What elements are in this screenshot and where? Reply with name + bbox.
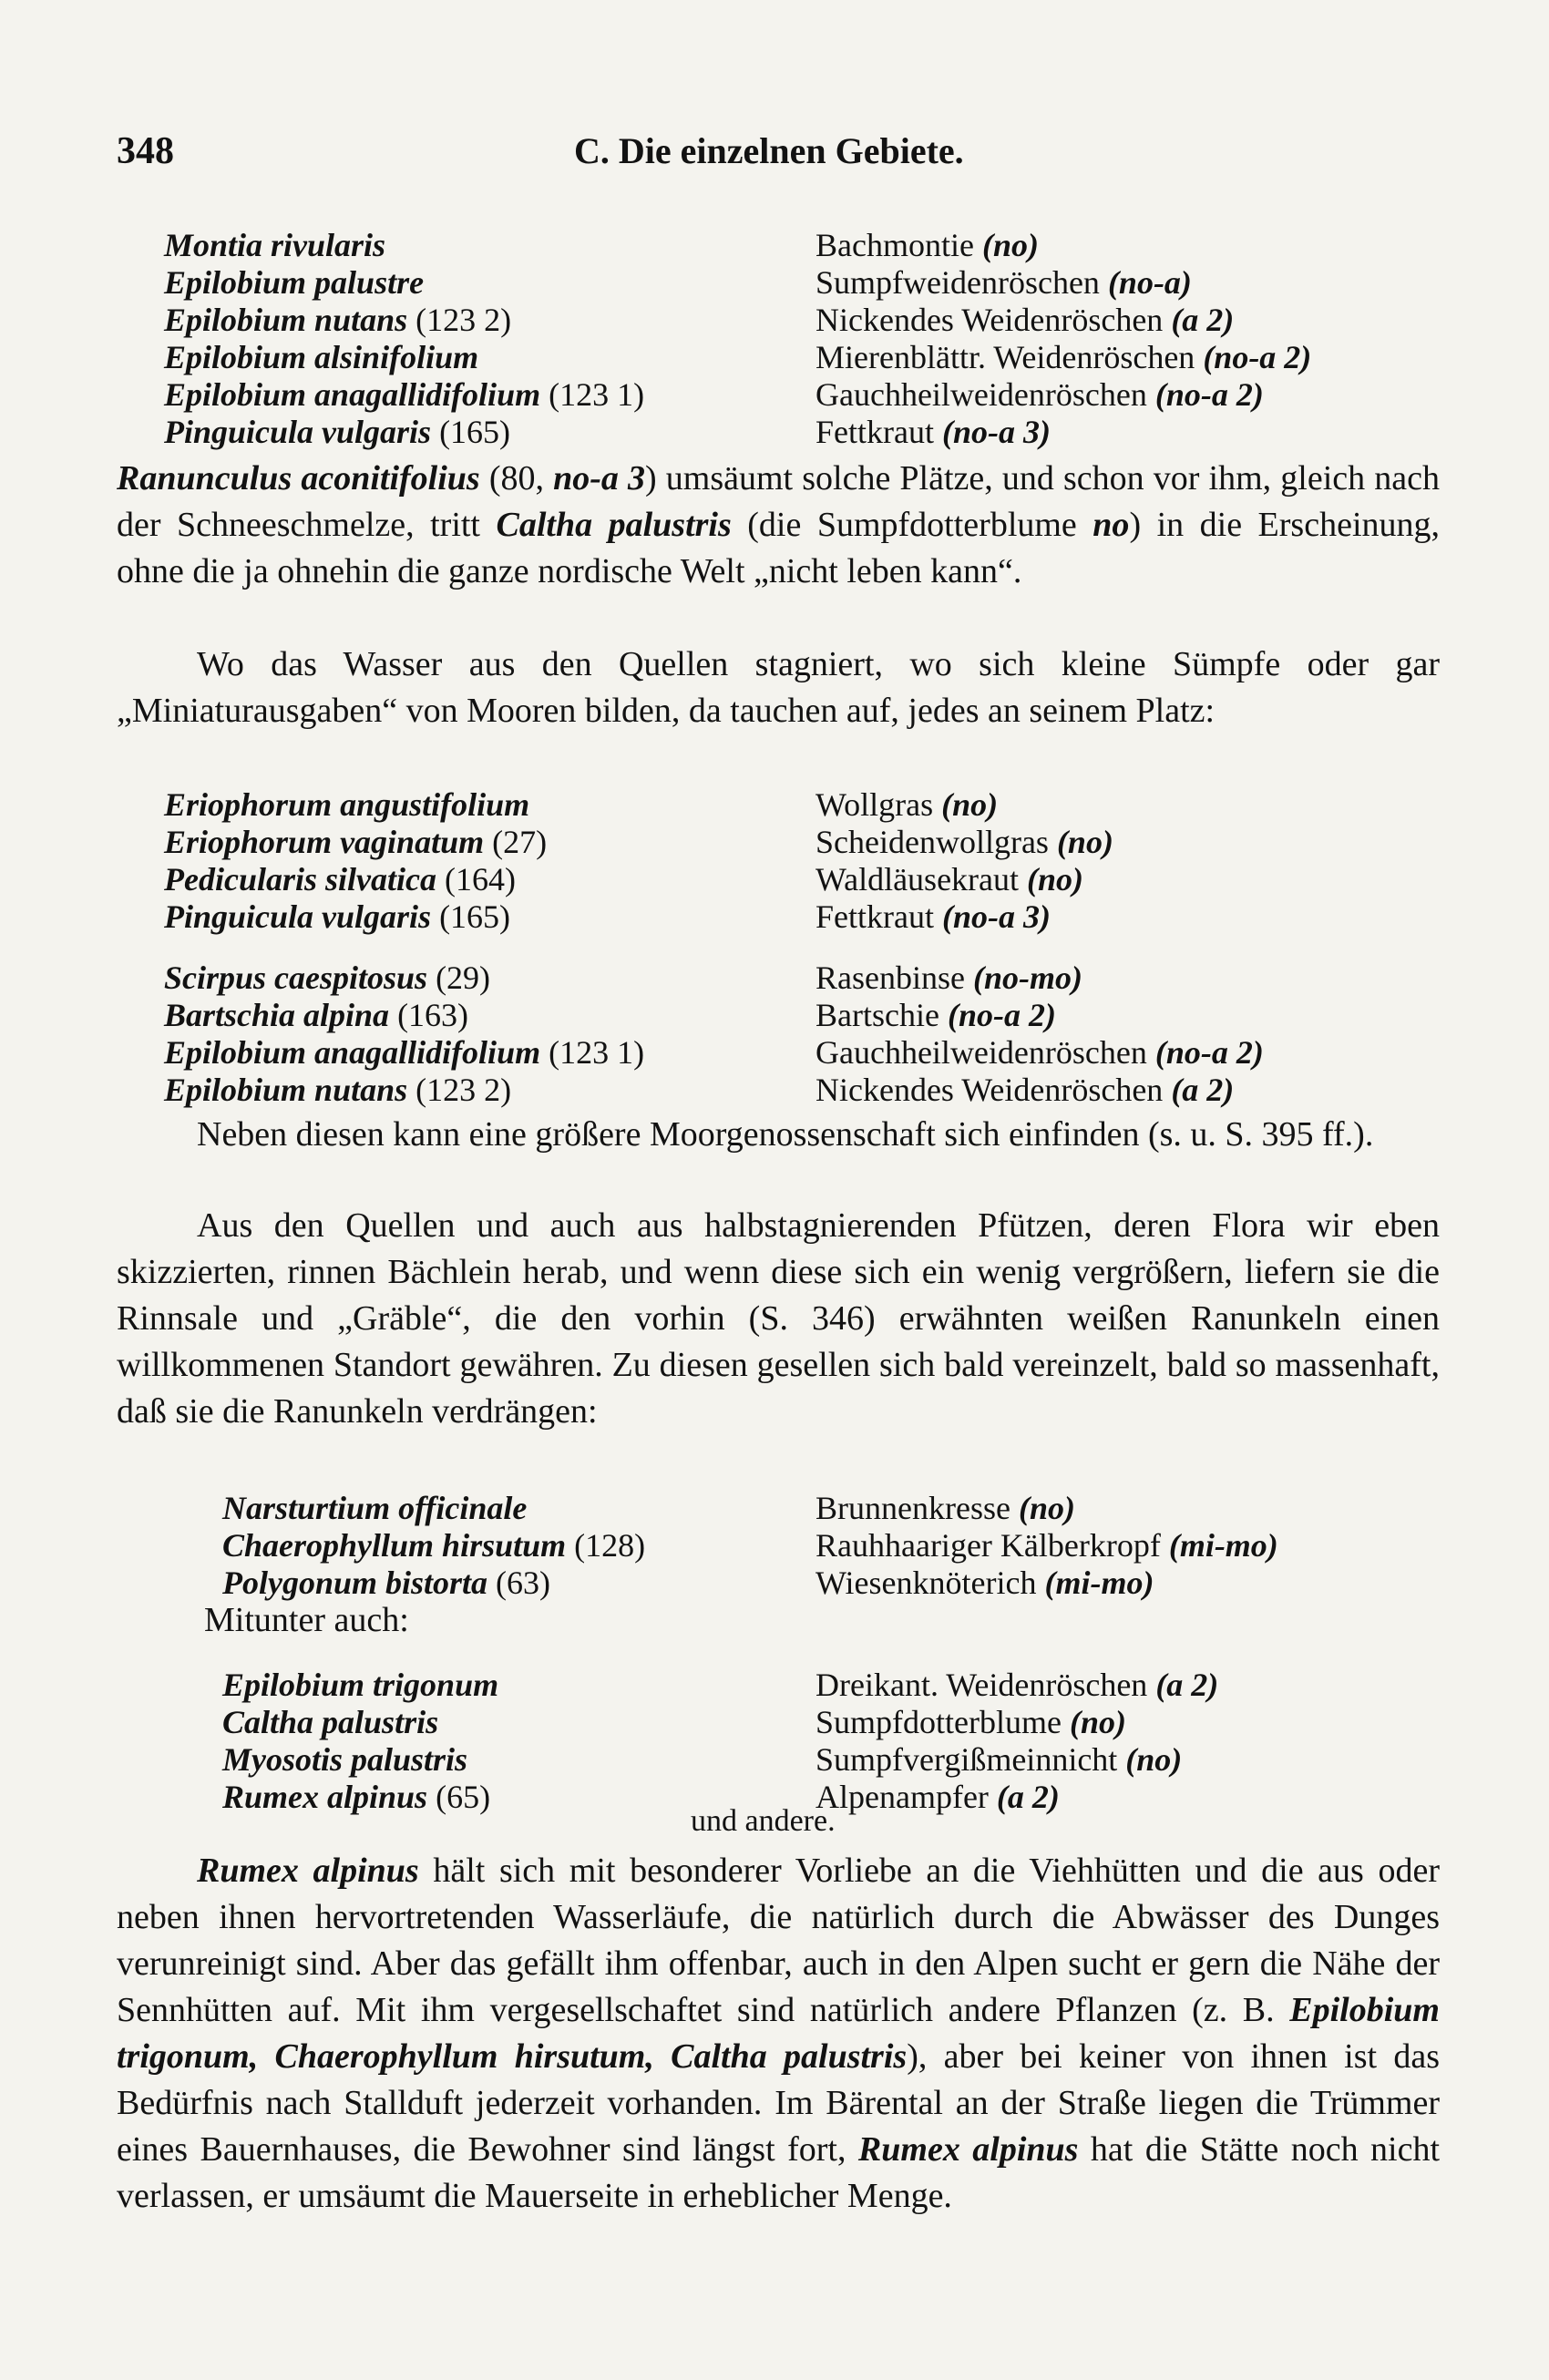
- paragraph-3: Neben diesen kann eine größere Moorgenossenschaft sich einfinden (s. u. S. 395 ff.).: [197, 1115, 1374, 1154]
- running-header: [117, 129, 1438, 175]
- list-item: Myosotis palustris Sumpfvergißmeinnicht (no): [222, 1741, 1183, 1778]
- paragraph-5: Rumex alpinus hält sich mit besonderer Vorliebe an die Viehhütten und die aus oder neben ihnen hervortretenden Wasserläufe, die natürlich durch die Abwässer des Dunges verunreinigt sind. Aber das gefällt ihm offenbar, auch in den Alpen sucht er gern die Nähe der Sennhütten auf. Mit ihm vergesellschaftet sind natürlich andere Pflanzen (z. B. Epilobium trigonum, Chaerophyllum hirsutum, Caltha palustris), aber bei keiner von ihnen ist das Bedürfnis nach Stallduft jederzeit vorhanden. Im Bärental an der Straße liegen die Trümmer eines Bauernhauses, die Bewohner sind längst fort, Rumex alpinus hat die Stätte noch nicht verlassen, er umsäumt die Mauerseite in erheblicher Menge.: [117, 1852, 1441, 2215]
- list-item: Epilobium trigonum Dreikant. Weidenröschen (a 2): [222, 1667, 1219, 1703]
- paragraph-4: Aus den Quellen und auch aus halbstagnierenden Pfützen, deren Flora wir eben skizzierten, rinnen Bächlein herab, und wenn diese sich ein wenig vergrößern, liefern sie die Rinnsale und „Gräble“, die den vorhin (S. 346) erwähnten weißen Ranunkeln einen willkommenen Standort gewähren. Zu diesen gesellen sich bald vereinzelt, bald so massenhaft, daß sie die Ranunkeln verdrängen:: [117, 1206, 1440, 1431]
- species-list-1: [0, 226, 1549, 450]
- und-andere: und andere.: [691, 1804, 836, 1838]
- paragraph-2: Wo das Wasser aus den Quellen stagniert, wo sich kleine Sümpfe oder gar „Miniaturausgaben“ von Mooren bilden, da tauchen auf, jedes an seinem Platz:: [117, 645, 1440, 730]
- paragraph-1: Ranunculus aconitifolius (80, no-a 3) umsäumt solche Plätze, und schon vor ihm, gleich nach der Schneeschmelze, tritt Caltha palustris (die Sumpfdotterblume no) in die Erscheinung, ohne die ja ohnehin die ganze nordische Welt „nicht leben kann“.: [117, 459, 1440, 590]
- list-item: Scirpus caespitosus (29) Rasenbinse (no-mo): [164, 959, 1082, 996]
- list-item: Caltha palustris Sumpfdotterblume (no): [222, 1704, 1126, 1740]
- list-item: Chaerophyllum hirsutum (128) Rauhhaariger Kälberkropf (mi-mo): [222, 1527, 1278, 1564]
- species-list-3: [0, 1489, 1549, 1601]
- list-item: Epilobium nutans (123 2) Nickendes Weidenröschen (a 2): [164, 1072, 1235, 1108]
- page-number: 348: [117, 130, 174, 172]
- list-item: Epilobium anagallidifolium (123 1) Gauchheilweidenröschen (no-a 2): [164, 1034, 1264, 1071]
- mitunter-label: Mitunter auch:: [204, 1601, 409, 1639]
- species-list-4: [0, 1666, 1549, 1815]
- list-item: Epilobium nutans (123 2) Nickendes Weidenröschen (a 2): [164, 302, 1235, 338]
- list-item: Bartschia alpina (163) Bartschie (no-a 2): [164, 997, 1056, 1033]
- list-item: Polygonum bistorta (63) Wiesenknöterich (mi-mo): [222, 1564, 1154, 1601]
- list-item: Epilobium alsinifolium Mierenblättr. Weidenröschen (no-a 2): [164, 339, 1312, 375]
- list-item: Eriophorum vaginatum (27) Scheidenwollgras (no): [164, 824, 1113, 860]
- list-item: Montia rivularis Bachmontie (no): [164, 227, 1039, 263]
- list-item: Pinguicula vulgaris (165) Fettkraut (no-a 3): [164, 898, 1051, 935]
- list-item: Pedicularis silvatica (164) Waldläusekraut (no): [164, 861, 1084, 898]
- species-list-2b: [0, 959, 1549, 1108]
- list-item: Pinguicula vulgaris (165) Fettkraut (no-a 3): [164, 414, 1051, 450]
- list-item: Epilobium anagallidifolium (123 1) Gauchheilweidenröschen (no-a 2): [164, 376, 1264, 413]
- list-item: Eriophorum angustifolium Wollgras (no): [164, 786, 999, 823]
- list-item: Rumex alpinus (65) Alpenampfer (a 2): [222, 1779, 1060, 1815]
- list-item: Epilobium palustre Sumpfweidenröschen (no-a): [164, 264, 1192, 301]
- list-item: Narsturtium officinale Brunnenkresse (no): [222, 1490, 1075, 1526]
- species-list-2a: [0, 785, 1549, 935]
- chapter-title: C. Die einzelnen Gebiete.: [574, 130, 964, 171]
